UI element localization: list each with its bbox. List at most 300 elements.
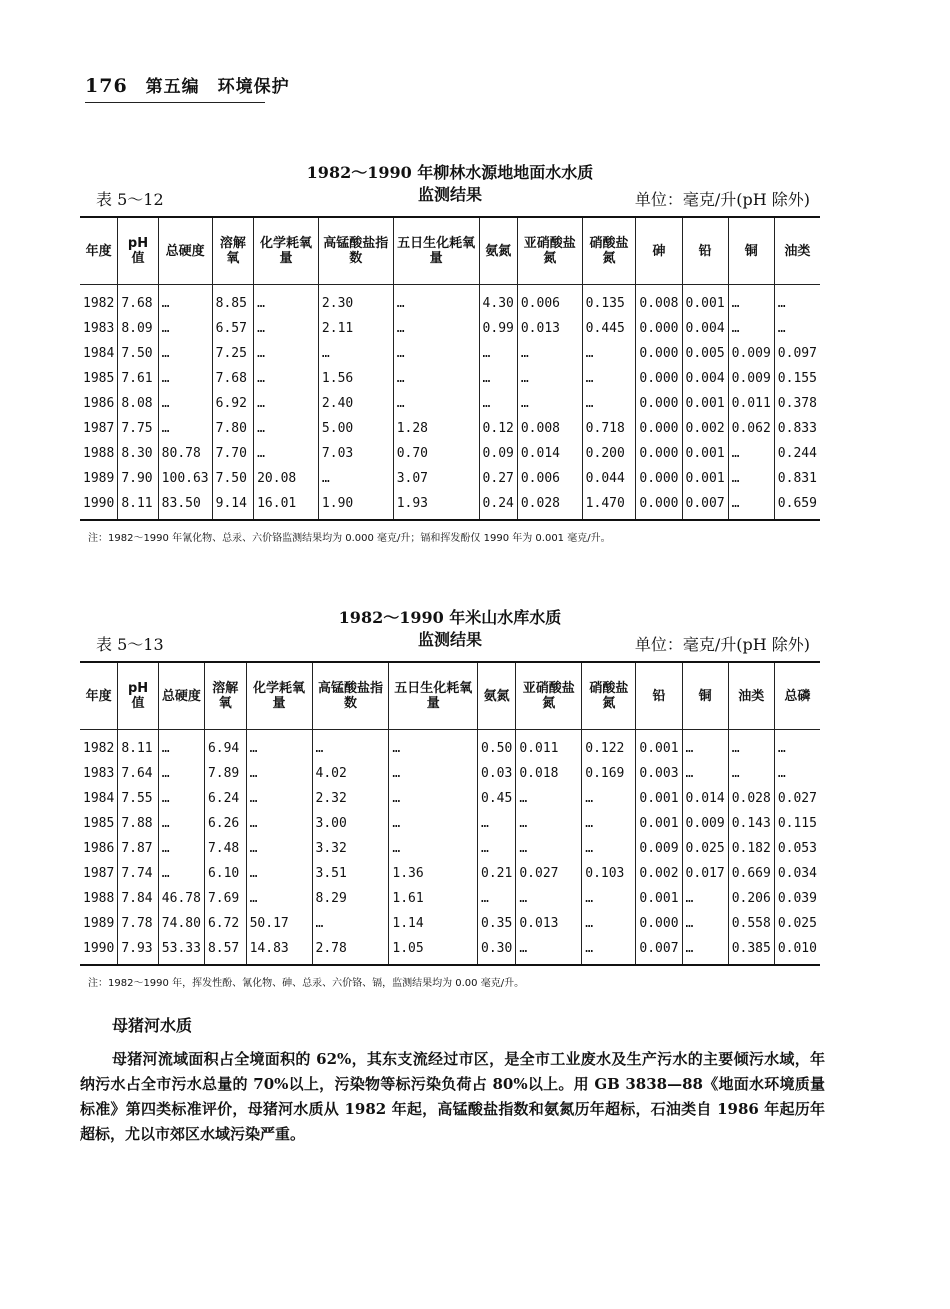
table-cell: 83.50 <box>158 491 212 520</box>
table-cell: 0.053 <box>774 836 820 861</box>
table-cell: … <box>728 441 774 466</box>
table-cell: … <box>393 285 479 317</box>
table-cell: … <box>254 366 319 391</box>
table-cell: … <box>774 285 820 317</box>
table-cell: … <box>582 936 636 965</box>
table-cell: … <box>389 836 478 861</box>
table-cell: 0.378 <box>774 391 820 416</box>
table-cell: 7.89 <box>204 761 246 786</box>
table-cell: 0.669 <box>728 861 774 886</box>
table-cell: 1987 <box>83 866 115 881</box>
table-cell: 0.034 <box>774 861 820 886</box>
table-row <box>80 391 820 416</box>
table-cell: 0.244 <box>774 441 820 466</box>
table-cell: 8.30 <box>118 441 158 466</box>
table-cell: 7.75 <box>118 416 158 441</box>
table-cell: 8.08 <box>118 391 158 416</box>
table-cell: 1990 <box>80 936 118 965</box>
table-cell: 6.57 <box>212 316 253 341</box>
table-cell: … <box>158 341 212 366</box>
table-cell: 1.28 <box>393 416 479 441</box>
table-cell: … <box>728 761 774 786</box>
table-cell: 0.385 <box>728 936 774 965</box>
column-header: 亚硝酸盐氮 <box>517 217 582 285</box>
table-cell: 0.009 <box>636 836 682 861</box>
table-cell: … <box>728 730 774 762</box>
table-cell: 0.50 <box>478 730 516 762</box>
table-row <box>80 761 820 786</box>
table-cell: … <box>582 911 636 936</box>
table-cell: 0.001 <box>636 886 682 911</box>
table-cell: … <box>254 341 319 366</box>
column-header: 铜 <box>682 662 728 730</box>
table-cell: 6.94 <box>204 730 246 762</box>
body-paragraph: 母猪河流域面积占全境面积的 62%，其东支流经过市区，是全市工业废水及生产污水的主要倾污水域，年纳污水占全市污水总量的 70%以上，污染物等标污染负荷占 80%以上。用 GB 3838—88《地面水环境质量标准》第四类标准评价，母猪河水质从 1982 年起，高锰酸盐指数和氨氮历年超标，石油类自 1986 年起历年超标，尤以市郊区水域污染严重。 <box>80 1050 825 1143</box>
table-cell: 8.57 <box>204 936 246 965</box>
table-row <box>80 730 820 762</box>
table-cell: … <box>246 886 312 911</box>
table-label: 表 5～13 <box>96 635 164 654</box>
table-cell: 0.115 <box>774 811 820 836</box>
table-cell: 0.445 <box>582 316 636 341</box>
table-cell: 0.008 <box>517 416 582 441</box>
table-cell: 0.004 <box>682 316 728 341</box>
table-cell: 0.001 <box>682 441 728 466</box>
table-cell: 1985 <box>83 371 115 386</box>
table-cell: 0.558 <box>728 911 774 936</box>
table-cell: … <box>312 730 389 762</box>
table-cell: 7.64 <box>118 761 158 786</box>
column-header: 砷 <box>636 217 682 285</box>
table-cell: … <box>682 761 728 786</box>
table-cell: 0.000 <box>636 911 682 936</box>
table-cell: 1.36 <box>389 861 478 886</box>
table-cell: 1.93 <box>393 491 479 520</box>
table-cell: 1.90 <box>318 491 393 520</box>
table-cell: 7.25 <box>212 341 253 366</box>
table-cell: 16.01 <box>254 491 319 520</box>
table-cell: 0.028 <box>728 786 774 811</box>
column-header: 硝酸盐氮 <box>582 662 636 730</box>
table-cell: 7.84 <box>118 886 158 911</box>
table-cell: 7.88 <box>118 811 158 836</box>
table-cell: … <box>158 285 212 317</box>
table-cell: … <box>682 936 728 965</box>
table-cell: 8.09 <box>118 316 158 341</box>
table-cell: 0.018 <box>516 761 582 786</box>
table-cell: 0.062 <box>728 416 774 441</box>
table-cell: 2.30 <box>318 285 393 317</box>
table-cell: … <box>728 316 774 341</box>
table-cell: 7.68 <box>118 285 158 317</box>
table-cell: 0.014 <box>682 786 728 811</box>
table-cell: … <box>393 316 479 341</box>
table-cell: 0.010 <box>774 936 820 965</box>
column-header: 氨氮 <box>478 662 516 730</box>
table-cell: 0.000 <box>636 416 682 441</box>
table-cell: 6.72 <box>204 911 246 936</box>
table-cell: 7.70 <box>212 441 253 466</box>
table-cell: … <box>582 811 636 836</box>
column-header: 油类 <box>728 662 774 730</box>
table-cell: … <box>254 285 319 317</box>
column-header: 化学耗氧量 <box>246 662 312 730</box>
table-cell: … <box>479 366 517 391</box>
table-cell: … <box>516 786 582 811</box>
table-cell: 14.83 <box>246 936 312 965</box>
table-cell: 1.470 <box>582 491 636 520</box>
table-cell: … <box>517 341 582 366</box>
table-cell: 1.05 <box>389 936 478 965</box>
table-cell: … <box>254 416 319 441</box>
table-cell: 0.013 <box>517 316 582 341</box>
table-cell: … <box>246 861 312 886</box>
table-cell: 0.103 <box>582 861 636 886</box>
table-row <box>80 936 820 965</box>
table-cell: 6.10 <box>204 861 246 886</box>
table-cell: … <box>479 341 517 366</box>
table-cell: … <box>728 466 774 491</box>
table-cell: 5.00 <box>318 416 393 441</box>
page-number: 176 <box>85 75 128 97</box>
table-cell: 7.74 <box>118 861 158 886</box>
table-cell: … <box>158 861 204 886</box>
table-cell: 0.000 <box>636 391 682 416</box>
table-cell: 0.35 <box>478 911 516 936</box>
table-cell: … <box>682 730 728 762</box>
table-cell: … <box>246 786 312 811</box>
table-row <box>80 341 820 366</box>
table-row <box>80 786 820 811</box>
table-cell: 0.044 <box>582 466 636 491</box>
table-cell: 0.009 <box>682 811 728 836</box>
running-head <box>85 72 290 97</box>
table-cell: … <box>478 886 516 911</box>
table-cell: 0.014 <box>517 441 582 466</box>
table-cell: … <box>158 730 204 762</box>
table-cell: … <box>728 491 774 520</box>
table-cell: 0.99 <box>479 316 517 341</box>
table-cell: 3.07 <box>393 466 479 491</box>
table-cell: 7.50 <box>118 341 158 366</box>
table-cell: 1990 <box>80 491 118 520</box>
table-cell: 2.40 <box>318 391 393 416</box>
table-row <box>80 811 820 836</box>
table-cell: 7.90 <box>118 466 158 491</box>
table-title-line2: 监测结果 <box>417 630 482 649</box>
table-cell: 7.87 <box>118 836 158 861</box>
table-cell: 0.718 <box>582 416 636 441</box>
column-header: pH 值 <box>118 217 158 285</box>
table-cell: 0.028 <box>517 491 582 520</box>
table-unit: 单位：毫克/升(pH 除外) <box>634 190 810 209</box>
table-cell: … <box>254 441 319 466</box>
table-cell: … <box>517 391 582 416</box>
table-cell: … <box>774 761 820 786</box>
table-cell: … <box>516 811 582 836</box>
table-cell: … <box>318 341 393 366</box>
table-cell: … <box>478 836 516 861</box>
table-cell: 0.001 <box>636 811 682 836</box>
table-cell: 9.14 <box>212 491 253 520</box>
table-cell: 1989 <box>83 471 115 486</box>
column-header: 铅 <box>682 217 728 285</box>
table-cell: 0.001 <box>682 391 728 416</box>
water-quality-table-mishan <box>80 661 820 966</box>
table-cell: 46.78 <box>158 886 204 911</box>
table-cell: … <box>158 391 212 416</box>
table-cell: … <box>516 886 582 911</box>
table-row <box>80 911 820 936</box>
table-cell: 0.001 <box>636 730 682 762</box>
table-cell: 100.63 <box>158 466 212 491</box>
table-cell: … <box>158 786 204 811</box>
table-cell: 4.30 <box>479 285 517 317</box>
column-header: 铜 <box>728 217 774 285</box>
table-cell: 0.009 <box>728 366 774 391</box>
table-cell: 0.143 <box>728 811 774 836</box>
table-cell: 7.68 <box>212 366 253 391</box>
table-cell: 0.155 <box>774 366 820 391</box>
table-row <box>80 886 820 911</box>
column-header: 总硬度 <box>158 662 204 730</box>
table-cell: 0.659 <box>774 491 820 520</box>
table-row <box>80 366 820 391</box>
table-cell: 0.45 <box>478 786 516 811</box>
table-cell: 7.61 <box>118 366 158 391</box>
table-cell: 0.017 <box>682 861 728 886</box>
table-cell: 1987 <box>83 421 115 436</box>
table-cell: … <box>389 811 478 836</box>
table-cell: 6.92 <box>212 391 253 416</box>
table-cell: 0.182 <box>728 836 774 861</box>
table-cell: … <box>516 836 582 861</box>
table-cell: 1.56 <box>318 366 393 391</box>
table-cell: 0.001 <box>682 466 728 491</box>
table-cell: 7.03 <box>318 441 393 466</box>
table-cell: 80.78 <box>158 441 212 466</box>
table-cell: 8.11 <box>118 491 158 520</box>
table-5-13-block <box>80 607 820 989</box>
table-cell: 1985 <box>83 816 115 831</box>
table-row <box>80 861 820 886</box>
table-cell: 0.011 <box>516 730 582 762</box>
table-cell: 0.005 <box>682 341 728 366</box>
table-cell: … <box>582 341 636 366</box>
column-header: 年度 <box>80 217 118 285</box>
table-cell: 0.097 <box>774 341 820 366</box>
table-cell: … <box>318 466 393 491</box>
table-cell: 3.00 <box>312 811 389 836</box>
table-cell: … <box>517 366 582 391</box>
table-cell: … <box>393 341 479 366</box>
table-cell: … <box>479 391 517 416</box>
table-cell: 0.21 <box>478 861 516 886</box>
table-cell: 7.78 <box>118 911 158 936</box>
table-cell: … <box>774 316 820 341</box>
table-cell: 1.61 <box>389 886 478 911</box>
table-cell: 7.69 <box>204 886 246 911</box>
column-header: 总磷 <box>774 662 820 730</box>
table-title-line2: 监测结果 <box>417 185 482 204</box>
table-cell: 0.122 <box>582 730 636 762</box>
table-cell: 1983 <box>83 321 115 336</box>
table-title-row <box>80 162 820 210</box>
table-cell: … <box>393 391 479 416</box>
column-header: pH 值 <box>118 662 158 730</box>
table-cell: 1982 <box>83 741 115 756</box>
table-cell: … <box>254 391 319 416</box>
column-header: 溶解氧 <box>212 217 253 285</box>
table-cell: 1988 <box>83 446 115 461</box>
table-cell: 1989 <box>83 916 115 931</box>
table-cell: 6.24 <box>204 786 246 811</box>
table-cell: … <box>682 911 728 936</box>
column-header: 年度 <box>80 662 118 730</box>
header-rule <box>85 102 265 103</box>
table-cell: 1988 <box>83 891 115 906</box>
column-header: 氨氮 <box>479 217 517 285</box>
table-cell: … <box>389 761 478 786</box>
table-cell: 0.013 <box>516 911 582 936</box>
table-cell: 53.33 <box>158 936 204 965</box>
table-cell: 0.007 <box>636 936 682 965</box>
table-cell: 8.85 <box>212 285 253 317</box>
column-header: 溶解氧 <box>204 662 246 730</box>
table-cell: 0.200 <box>582 441 636 466</box>
table-cell: 1986 <box>83 396 115 411</box>
table-cell: … <box>516 936 582 965</box>
table-cell: … <box>246 730 312 762</box>
table-cell: 0.004 <box>682 366 728 391</box>
table-cell: … <box>774 730 820 762</box>
table-cell: 0.006 <box>517 285 582 317</box>
table-cell: … <box>393 366 479 391</box>
table-unit: 单位：毫克/升(pH 除外) <box>634 635 810 654</box>
table-cell: 0.002 <box>636 861 682 886</box>
column-header: 亚硝酸盐氮 <box>516 662 582 730</box>
table-cell: 0.027 <box>774 786 820 811</box>
table-row <box>80 491 820 520</box>
table-cell: … <box>582 836 636 861</box>
table-cell: 0.025 <box>774 911 820 936</box>
table-cell: 0.000 <box>636 316 682 341</box>
column-header: 高锰酸盐指数 <box>312 662 389 730</box>
table-cell: … <box>246 836 312 861</box>
table-cell: 0.002 <box>682 416 728 441</box>
table-cell: 0.007 <box>682 491 728 520</box>
table-row <box>80 466 820 491</box>
table-cell: 7.50 <box>212 466 253 491</box>
table-note: 注：1982～1990 年，挥发性酚、氰化物、砷、总汞、六价铬、镉，监测结果均为 0.00 毫克/升。 <box>88 978 525 989</box>
table-cell: 0.039 <box>774 886 820 911</box>
table-cell: 0.000 <box>636 441 682 466</box>
table-cell: 0.000 <box>636 341 682 366</box>
table-cell: 0.833 <box>774 416 820 441</box>
table-cell: … <box>158 316 212 341</box>
table-cell: 0.009 <box>728 341 774 366</box>
table-cell: 0.24 <box>479 491 517 520</box>
table-cell: … <box>254 316 319 341</box>
table-cell: 6.26 <box>204 811 246 836</box>
table-cell: … <box>158 416 212 441</box>
table-cell: 7.48 <box>204 836 246 861</box>
table-cell: 2.11 <box>318 316 393 341</box>
water-quality-table-liulin <box>80 216 820 521</box>
table-cell: 0.027 <box>516 861 582 886</box>
table-cell: 0.003 <box>636 761 682 786</box>
table-row <box>80 285 820 317</box>
table-cell: … <box>478 811 516 836</box>
section-title: 母猪河水质 <box>112 1016 193 1035</box>
column-header: 五日生化耗氧量 <box>389 662 478 730</box>
table-cell: … <box>582 391 636 416</box>
table-cell: 1.14 <box>389 911 478 936</box>
table-cell: … <box>389 786 478 811</box>
table-cell: … <box>246 811 312 836</box>
table-cell: 20.08 <box>254 466 319 491</box>
table-cell: 1982 <box>83 296 115 311</box>
table-cell: 0.001 <box>636 786 682 811</box>
table-cell: 0.831 <box>774 466 820 491</box>
table-cell: 3.32 <box>312 836 389 861</box>
table-cell: … <box>582 366 636 391</box>
table-cell: … <box>158 836 204 861</box>
table-cell: 0.006 <box>517 466 582 491</box>
table-cell: 0.000 <box>636 466 682 491</box>
table-cell: 7.93 <box>118 936 158 965</box>
table-cell: … <box>389 730 478 762</box>
table-cell: 8.29 <box>312 886 389 911</box>
column-header: 高锰酸盐指数 <box>318 217 393 285</box>
table-cell: 0.000 <box>636 366 682 391</box>
table-row <box>80 316 820 341</box>
table-cell: … <box>158 811 204 836</box>
table-cell: 0.135 <box>582 285 636 317</box>
section-heading: 第五编 环境保护 <box>145 77 290 97</box>
column-header: 硝酸盐氮 <box>582 217 636 285</box>
table-title-row <box>80 607 820 655</box>
table-cell: 0.12 <box>479 416 517 441</box>
column-header: 五日生化耗氧量 <box>393 217 479 285</box>
table-cell: 1983 <box>83 766 115 781</box>
table-cell: … <box>312 911 389 936</box>
table-cell: 8.11 <box>118 730 158 762</box>
table-row <box>80 416 820 441</box>
table-row <box>80 441 820 466</box>
table-cell: … <box>682 886 728 911</box>
table-cell: 7.55 <box>118 786 158 811</box>
table-cell: 0.03 <box>478 761 516 786</box>
table-row <box>80 836 820 861</box>
table-cell: 0.025 <box>682 836 728 861</box>
table-cell: 3.51 <box>312 861 389 886</box>
table-cell: 0.011 <box>728 391 774 416</box>
table-cell: 0.001 <box>682 285 728 317</box>
table-cell: 1984 <box>83 346 115 361</box>
table-cell: 7.80 <box>212 416 253 441</box>
table-cell: … <box>582 786 636 811</box>
table-cell: 0.09 <box>479 441 517 466</box>
column-header: 铅 <box>636 662 682 730</box>
table-title-line1: 1982～1990 年柳林水源地地面水水质 <box>306 163 594 182</box>
table-cell: 50.17 <box>246 911 312 936</box>
column-header: 总硬度 <box>158 217 212 285</box>
table-cell: 0.27 <box>479 466 517 491</box>
table-cell: 1984 <box>83 791 115 806</box>
table-cell: 0.70 <box>393 441 479 466</box>
table-cell: … <box>158 366 212 391</box>
